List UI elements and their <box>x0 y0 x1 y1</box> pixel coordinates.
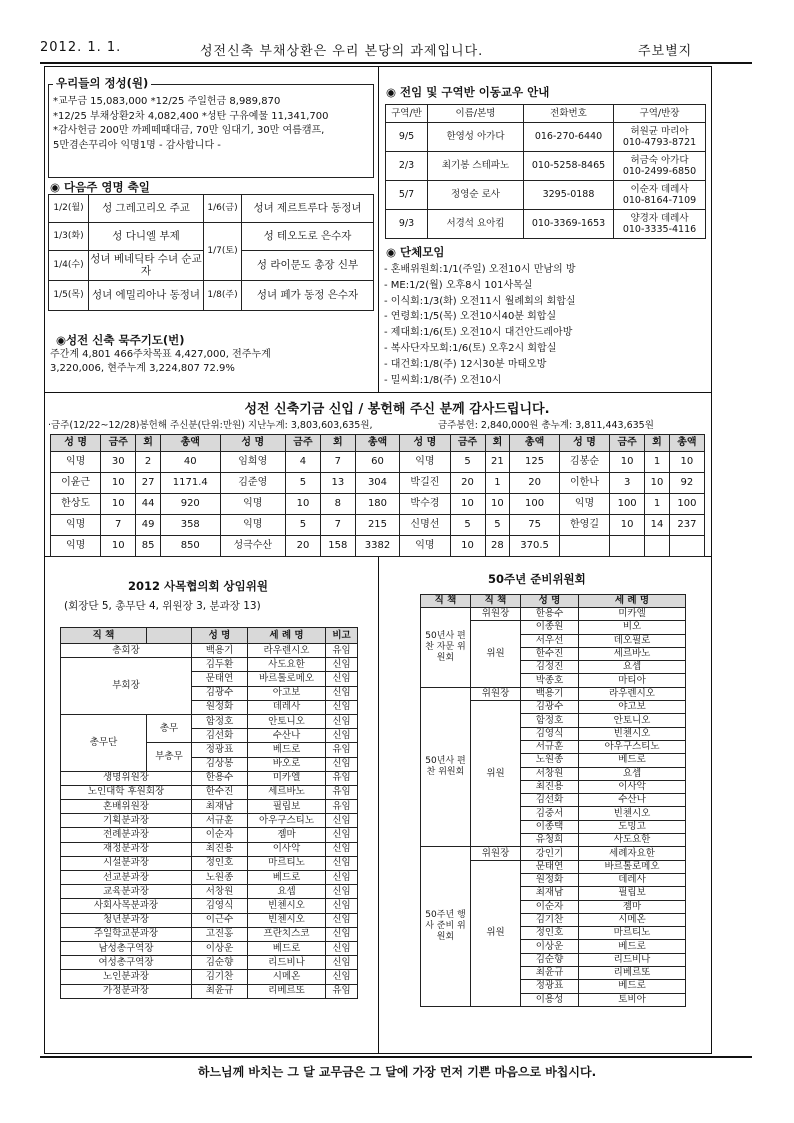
fund-cell: 21 <box>485 452 510 473</box>
fund-cell: 5 <box>450 452 485 473</box>
council-row: 김상봉 바오로 신임 <box>61 757 358 771</box>
fund-cell: 100 <box>510 494 560 515</box>
fund-cell: 100 <box>610 494 645 515</box>
council-row: 기획분과장 서규훈 아우구스티노 신임 <box>61 814 358 828</box>
anniv-row: 김정진 요셉 <box>421 661 686 674</box>
fund-cell: 49 <box>136 515 161 536</box>
fund-cell: 3 <box>610 473 645 494</box>
council-row: 선교분과장 노원종 베드로 신임 <box>61 871 358 885</box>
feast-row: 1/4(수) 성녀 베네딕타 수녀 순교자 성 라이문도 총장 신부 <box>49 251 374 281</box>
anniv-row: 위원 문태연 바르톨로메오 <box>421 860 686 873</box>
fund-cell: 김봉순 <box>559 452 609 473</box>
anniv-table: 직 책 직 책 성 명 세 례 명 50년사 편찬 자문 위원회 위원장 한용수 미카엘 위원 이종원 비오 서우선 데오필로 한수진 세르바노 김정진 요셉 박종호 마티아 50년사 편찬 위원회 위원장 백용기 라우렌시오 위원 김광수 야고보 함정호 안토니오 김영식 빈첸시오 서규훈 아우구스티노 노원종 베드로 서창원 요셉 최진용 이사악 김선화 수산나 김중서 빈첸시오 이종택 도밍고 유청희 사도요한 50주년 행사 준비 위원회 위원장 강인기 세례자요한 위원 문태연 바르톨로메오 원정화 데레사 최재남 필립보 이순자 젬마 김기찬 시메온 정인호 마르티노 이상운 베드로 김순향 리드비나 최윤규 리베르또 정광표 베드로 이용성 토비아 <box>420 594 686 1007</box>
council-table: 직 책 성 명 세 례 명 비고 총회장 백용기 라우렌시오 유임 부회장 김두환 사도요한 신임 문태연 바르톨로메오 신임 김광수 아고보 신임 원정화 데레사 신임 총무단 총무 함정호 안토니오 신임 김선화 수산나 신임 부총무 정광표 베드로 유임 김상봉 바오로 신임 생명위원장 한용수 미카엘 유임 노인대학 후원회장 한수진 세르바노 유임 혼배위원장 최재남 필립보 유임 기획분과장 서규훈 아우구스티노 신임 전례분과장 이순자 젬마 신임 재정분과장 최진용 이사악 신임 시설분과장 정인호 마르티노 신임 선교분과장 노원종 베드로 신임 교육분과장 서창원 요셉 신임 사회사목분과장 김영식 빈첸시오 신임 청년분과장 이근수 빈첸시오 신임 주일학교분과장 고진홍 프란치스코 신임 남성총구역장 이상운 베드로 신임 여성총구역장 김순향 리드비나 신임 노인분과장 김기찬 시메온 신임 가정분과장 최윤규 리베르또 유임 <box>60 627 358 999</box>
fund-cell: 158 <box>320 536 355 557</box>
header-rule <box>40 62 752 64</box>
fund-cell <box>669 536 704 557</box>
council-row: 문태연 바르톨로메오 신임 <box>61 672 358 686</box>
anniv-row: 50년사 편찬 자문 위원회 위원장 한용수 미카엘 <box>421 608 686 621</box>
council-row: 생명위원장 한용수 미카엘 유임 <box>61 771 358 785</box>
anniv-row: 서우선 데오필로 <box>421 634 686 647</box>
fund-cell: 920 <box>160 494 220 515</box>
council-row: 노인대학 후원회장 한수진 세르바노 유임 <box>61 785 358 799</box>
meeting-item: - ME:1/2(월) 오후8시 101사목실 <box>384 279 533 291</box>
fund-cell: 5 <box>485 515 510 536</box>
anniv-row: 김중서 빈첸시오 <box>421 807 686 820</box>
rosary-text: 주간계 4,801 466주차목표 4,427,000, 전주누계 3,220,006, 현주누계 3,224,807 72.9% <box>50 349 271 374</box>
transfer-row: 9/3 서경석 요아킴 010-3369-1653 양경자 데레사 010-3335-4116 <box>386 210 706 239</box>
fund-summary-b: 금주봉헌: 2,840,000원 총누계: 3,811,443,635원 <box>438 420 654 431</box>
fund-cell: 20 <box>450 473 485 494</box>
fund-cell <box>645 536 670 557</box>
fund-cell: 1 <box>645 452 670 473</box>
anniv-row: 함정호 안토니오 <box>421 714 686 727</box>
fund-cell: 75 <box>510 515 560 536</box>
fund-cell: 5 <box>450 515 485 536</box>
anniv-row: 원정화 데레사 <box>421 873 686 886</box>
fund-cell: 신명선 <box>400 515 450 536</box>
fund-cell: 이한나 <box>559 473 609 494</box>
fund-cell: 이윤근 <box>51 473 101 494</box>
meeting-item: - 복사단자모회:1/6(토) 오후2시 회합실 <box>384 342 557 354</box>
anniv-row: 이순자 젬마 <box>421 900 686 913</box>
meeting-item: - 대건회:1/8(주) 12시30분 마태오방 <box>384 358 547 370</box>
council-row: 재정분과장 최진용 이사악 신임 <box>61 842 358 856</box>
fund-cell: 13 <box>320 473 355 494</box>
meeting-item: - 제대회:1/6(토) 오전10시 대건안드레아방 <box>384 327 573 339</box>
council-row: 총무단 총무 함정호 안토니오 신임 <box>61 714 358 728</box>
anniv-row: 김선화 수산나 <box>421 794 686 807</box>
fund-cell: 28 <box>485 536 510 557</box>
council-title: 2012 사목협의회 상임위원 <box>128 579 268 593</box>
meetings-title: ◉ 단체모임 <box>386 245 445 259</box>
fund-cell: 180 <box>355 494 400 515</box>
fund-cell: 10 <box>669 452 704 473</box>
council-row: 시설분과장 정인호 마르티노 신임 <box>61 856 358 870</box>
meeting-item: - 밀씨회:1/8(주) 오전10시 <box>384 374 502 386</box>
transfer-row: 9/5 한영성 아가다 016-270-6440 허원균 마리아 010-4793-8721 <box>386 123 706 152</box>
fund-title: 성전 신축기금 신입 / 봉헌해 주신 분께 감사드립니다. <box>244 402 550 417</box>
transfer-title: ◉ 전임 및 구역반 이동교우 안내 <box>386 85 550 99</box>
council-row: 부회장 김두환 사도요한 신임 <box>61 658 358 672</box>
feast-row: 1/5(목) 성녀 에밀리아나 동정녀 1/8(주) 성녀 페가 동정 은수자 <box>49 281 374 311</box>
fund-cell: 370.5 <box>510 536 560 557</box>
offering-line: 5만겸손꾸리아 익명1명 - 감사합니다 - <box>53 139 221 151</box>
fund-cell: 한영길 <box>559 515 609 536</box>
fund-cell: 5 <box>285 515 320 536</box>
fund-cell: 7 <box>101 515 136 536</box>
fund-cell: 85 <box>136 536 161 557</box>
fund-cell: 익명 <box>51 515 101 536</box>
anniv-row: 최재남 필립보 <box>421 887 686 900</box>
anniv-row: 노원종 베드로 <box>421 754 686 767</box>
fund-cell: 20 <box>285 536 320 557</box>
anniv-row: 박종호 마티아 <box>421 674 686 687</box>
council-row: 주일학교분과장 고진홍 프란치스코 신임 <box>61 927 358 941</box>
offering-line: *12/25 부채상환2차 4,082,400 *성탄 구유예물 11,341,700 <box>53 110 329 122</box>
meetings-list <box>384 262 576 388</box>
fund-cell: 익명 <box>559 494 609 515</box>
anniv-row: 최진용 이사악 <box>421 780 686 793</box>
fund-row <box>51 515 705 536</box>
council-row: 남성총구역장 이상운 베드로 신임 <box>61 941 358 955</box>
fund-cell: 44 <box>136 494 161 515</box>
anniv-row: 김영식 빈첸시오 <box>421 727 686 740</box>
fund-cell: 14 <box>645 515 670 536</box>
fund-cell: 60 <box>355 452 400 473</box>
fund-row <box>51 473 705 494</box>
fund-cell: 2 <box>136 452 161 473</box>
fund-cell: 10 <box>450 494 485 515</box>
council-row: 가정분과장 최윤규 리베르또 유임 <box>61 984 358 998</box>
fund-cell: 익명 <box>400 452 450 473</box>
transfer-row: 5/7 정영순 로사 3295-0188 이순자 데레사 010-8164-7109 <box>386 181 706 210</box>
council-row: 여성총구역장 김순향 리드비나 신임 <box>61 956 358 970</box>
council-row: 김광수 아고보 신임 <box>61 686 358 700</box>
transfer-row: 2/3 최기봉 스테파노 010-5258-8465 허금숙 아가다 010-2499-6850 <box>386 152 706 181</box>
feast-row: 1/2(월) 성 그레고리오 주교 1/6(금) 성녀 제르트루다 동정녀 <box>49 195 374 223</box>
fund-cell: 한상도 <box>51 494 101 515</box>
council-row: 총회장 백용기 라우렌시오 유임 <box>61 644 358 658</box>
council-row: 노인분과장 김기찬 시메온 신임 <box>61 970 358 984</box>
council-row: 교육분과장 서창원 요셉 신임 <box>61 885 358 899</box>
fund-cell: 1 <box>485 473 510 494</box>
header-slogan: 성전신축 부채상환은 우리 본당의 과제입니다. <box>200 44 484 59</box>
fund-cell: 1171.4 <box>160 473 220 494</box>
anniv-row: 이상운 베드로 <box>421 940 686 953</box>
anniv-row: 위원 이종원 비오 <box>421 621 686 634</box>
fund-cell: 125 <box>510 452 560 473</box>
fund-cell: 7 <box>320 452 355 473</box>
council-row: 김선화 수산나 신임 <box>61 729 358 743</box>
anniv-row: 서규훈 아우구스티노 <box>421 740 686 753</box>
anniv-row: 정인호 마르티노 <box>421 927 686 940</box>
fund-row <box>51 536 705 557</box>
meeting-item: - 이식회:1/3(화) 오전11시 월례회의 회합실 <box>384 295 576 307</box>
fund-cell: 237 <box>669 515 704 536</box>
anniv-row: 50주년 행사 준비 위원회 위원장 강인기 세례자요한 <box>421 847 686 860</box>
anniv-row: 서창원 요셉 <box>421 767 686 780</box>
fund-cell: 10 <box>450 536 485 557</box>
fund-cell: 10 <box>101 536 136 557</box>
council-row: 부총무 정광표 베드로 유임 <box>61 743 358 757</box>
fund-cell: 7 <box>320 515 355 536</box>
rosary-title: ◉성전 신축 묵주기도(번) <box>56 333 185 347</box>
offering-box <box>48 76 374 178</box>
anniv-row: 최윤규 리베르또 <box>421 967 686 980</box>
fund-table: 성 명 금주 회 총액 성 명 금주 회 총액 성 명 금주 회 총액 성 명 금주 회 총액 익명 30 2 40 임희영 4 7 60 익명 5 21 125 김봉순 10 1 10 이윤근 10 27 1171.4 김준영 5 13 304 박길진 20 1 20 이한나 3 10 92 한상도 10 44 920 익명 10 8 180 박수경 10 10 100 익명 100 1 100 익명 7 49 358 익명 5 7 215 신명선 5 5 75 한영길 10 14 237 익명 10 85 850 성극수산 20 158 3382 익명 10 28 370.5 <box>50 434 705 557</box>
offering-line: *교무금 15,083,000 *12/25 주일헌금 8,989,870 <box>53 96 281 107</box>
council-row: 원정화 데레사 신임 <box>61 700 358 714</box>
fund-cell: 익명 <box>51 536 101 557</box>
fund-cell: 익명 <box>400 536 450 557</box>
issue-date: 2012. 1. 1. <box>40 40 122 55</box>
fund-cell: 850 <box>160 536 220 557</box>
fund-cell: 92 <box>669 473 704 494</box>
fund-cell: 박수경 <box>400 494 450 515</box>
anniv-row: 김순향 리드비나 <box>421 953 686 966</box>
council-row: 전례분과장 이순자 젬마 신임 <box>61 828 358 842</box>
fund-cell: 30 <box>101 452 136 473</box>
fund-cell: 10 <box>101 473 136 494</box>
fund-cell: 임희영 <box>220 452 285 473</box>
offering-line: *감사헌금 200만 까페떼때대금, 70만 임대기, 30만 여름캠프, <box>53 125 325 136</box>
feast-title: ◉ 다음주 영명 축일 <box>50 180 150 194</box>
fund-cell: 10 <box>610 515 645 536</box>
council-row: 청년분과장 이근수 빈첸시오 신임 <box>61 913 358 927</box>
fund-cell: 304 <box>355 473 400 494</box>
fund-row <box>51 494 705 515</box>
fund-cell: 100 <box>669 494 704 515</box>
anniv-row: 위원 김광수 야고보 <box>421 701 686 714</box>
anniv-row: 유청희 사도요한 <box>421 834 686 847</box>
anniv-row: 정광표 베드로 <box>421 980 686 993</box>
fund-cell <box>559 536 609 557</box>
fund-cell: 4 <box>285 452 320 473</box>
anniv-row: 김기찬 시메온 <box>421 913 686 926</box>
anniv-row: 한수진 세르바노 <box>421 647 686 660</box>
council-subtitle: (회장단 5, 총무단 4, 위원장 3, 분과장 13) <box>64 600 261 612</box>
council-row: 사회사목분과장 김영식 빈첸시오 신임 <box>61 899 358 913</box>
header-tag: 주보별지 <box>638 44 693 59</box>
fund-cell: 27 <box>136 473 161 494</box>
fund-cell: 10 <box>285 494 320 515</box>
fund-cell: 40 <box>160 452 220 473</box>
feast-table <box>48 194 374 311</box>
anniv-title: 50주년 준비위원회 <box>488 572 586 586</box>
fund-cell: 박길진 <box>400 473 450 494</box>
anniv-row: 이용성 토비아 <box>421 993 686 1006</box>
fund-cell: 10 <box>485 494 510 515</box>
fund-cell: 김준영 <box>220 473 285 494</box>
fund-cell: 10 <box>610 452 645 473</box>
fund-cell: 20 <box>510 473 560 494</box>
fund-cell: 8 <box>320 494 355 515</box>
meeting-item: - 연령회:1/5(목) 오전10시40분 회합실 <box>384 311 557 323</box>
council-row: 혼배위원장 최재남 필립보 유임 <box>61 800 358 814</box>
fund-cell: 3382 <box>355 536 400 557</box>
fund-cell: 10 <box>645 473 670 494</box>
fund-cell: 성극수산 <box>220 536 285 557</box>
fund-cell: 215 <box>355 515 400 536</box>
fund-cell: 358 <box>160 515 220 536</box>
meeting-item: - 혼배위원회:1/1(주일) 오전10시 만남의 방 <box>384 264 576 275</box>
transfer-table: 구역/반 이름/본명 전화번호 구역/반장 9/5 한영성 아가다 016-270-6440 허원균 마리아 010-4793-8721 2/3 최기봉 스테파노 010-5258-8465 허금숙 아가다 010-2499-6850 5/7 정영순 로사 3295-0188 이순자 데레사 010-8164-7109 9/3 서경석 요아킴 010-3369-1653 양경자 데레사 010-3335-4116 <box>385 104 706 239</box>
footer-message: 하느님께 바치는 그 달 교무금은 그 달에 가장 먼저 기쁜 마음으로 바칩시다. <box>197 1065 597 1079</box>
feast-row: 1/3(화) 성 다니엘 부제 1/7(토) 성 테오도로 은수자 <box>49 223 374 251</box>
anniv-row: 이종택 도밍고 <box>421 820 686 833</box>
anniv-row: 50년사 편찬 위원회 위원장 백용기 라우렌시오 <box>421 687 686 700</box>
fund-cell: 10 <box>101 494 136 515</box>
fund-row <box>51 452 705 473</box>
fund-cell <box>610 536 645 557</box>
fund-cell: 익명 <box>220 494 285 515</box>
fund-cell: 익명 <box>51 452 101 473</box>
fund-cell: 1 <box>645 494 670 515</box>
fund-summary-a: ·금주(12/22~12/28)봉헌해 주신분(단위:만원) 지난누계: 3,803,603,635원, <box>48 420 373 431</box>
fund-cell: 5 <box>285 473 320 494</box>
fund-cell: 익명 <box>220 515 285 536</box>
offering-title: 우리들의 정성(원) <box>53 76 151 91</box>
